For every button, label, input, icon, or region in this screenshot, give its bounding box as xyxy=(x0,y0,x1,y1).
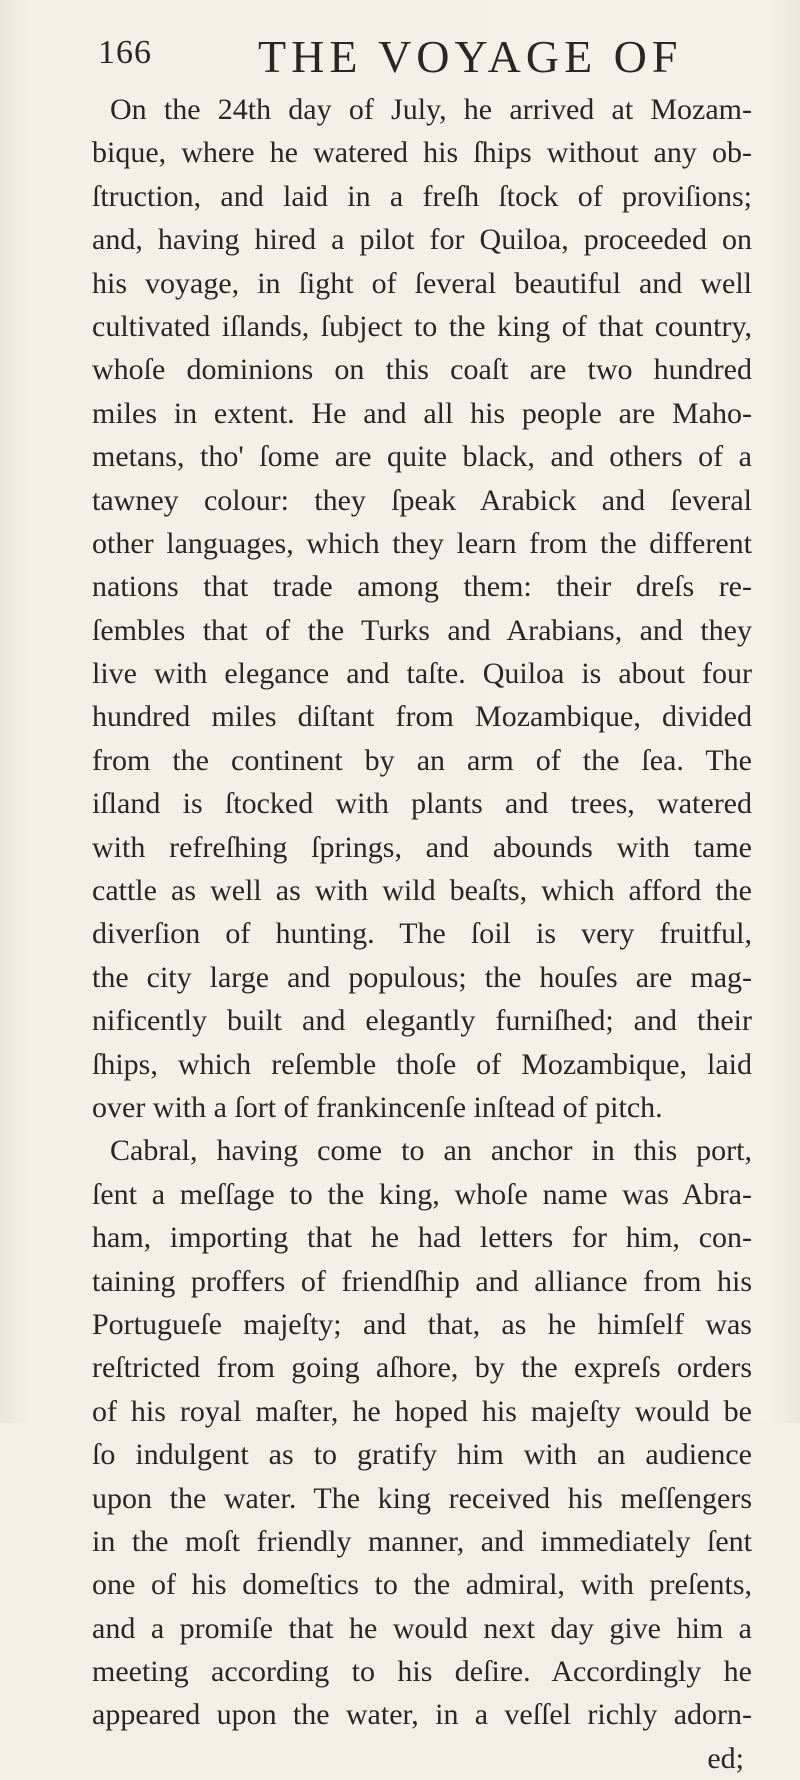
text-line: Cabral, having come to an anchor in this port, xyxy=(110,1134,752,1168)
text-line: other languages, which they learn from the different xyxy=(92,526,752,560)
text-line: from the continent by an arm of the ſea. The xyxy=(92,743,752,777)
text-line: miles in extent. He and all his people are Maho- xyxy=(92,396,752,430)
text-line: appeared upon the water, in a veſſel richly adorn- xyxy=(92,1698,752,1732)
catchword: ed; xyxy=(707,1741,744,1775)
text-line: nations that trade among them: their dreſs re- xyxy=(92,570,752,604)
body-text xyxy=(92,88,752,1780)
text-line: ſtruction, and laid in a freſh ſtock of proviſions; xyxy=(92,179,752,213)
text-line: one of his domeſtics to the admiral, with preſents, xyxy=(92,1568,752,1602)
text-line: tawney colour: they ſpeak Arabick and ſeveral xyxy=(92,483,752,517)
text-line: nificently built and elegantly furniſhed; and their xyxy=(92,1004,752,1038)
text-line: diverſion of hunting. The ſoil is very fruitful, xyxy=(92,917,752,951)
text-line: ſo indulgent as to gratify him with an audience xyxy=(92,1438,752,1472)
text-line: reſtricted from going aſhore, by the expreſs orders xyxy=(92,1351,752,1385)
text-line: ſhips, which reſemble thoſe of Mozambique, laid xyxy=(92,1047,752,1081)
text-line: upon the water. The king received his meſſengers xyxy=(92,1481,752,1515)
running-head: THE VOYAGE OF xyxy=(258,31,683,82)
text-line: cultivated iſlands, ſubject to the king of that country, xyxy=(92,309,752,343)
page-header xyxy=(98,30,738,88)
text-line: ham, importing that he had letters for him, con- xyxy=(92,1221,752,1255)
text-line: hundred miles diſtant from Mozambique, divided xyxy=(92,700,752,734)
text-line: the city large and populous; the houſes are mag- xyxy=(92,960,752,994)
text-line: and a promiſe that he would next day give him a xyxy=(92,1611,752,1645)
text-line: bique, where he watered his ſhips without any ob- xyxy=(92,136,752,170)
text-line: live with elegance and taſte. Quiloa is about four xyxy=(92,657,752,691)
text-line: his voyage, in ſight of ſeveral beautiful and well xyxy=(92,266,752,300)
text-line: with refreſhing ſprings, and abounds with tame xyxy=(92,830,752,864)
text-line: On the 24th day of July, he arrived at Mozam- xyxy=(110,93,752,126)
text-line: over with a ſort of frankincenſe inſtead of pitch. xyxy=(92,1090,663,1124)
text-line: metans, tho' ſome are quite black, and others of a xyxy=(92,440,752,474)
text-line: ſent a meſſage to the king, whoſe name was Abra- xyxy=(92,1177,752,1211)
text-line: meeting according to his deſire. Accordingly he xyxy=(92,1655,752,1689)
text-line: in the moſt friendly manner, and immediately ſent xyxy=(92,1524,752,1558)
page-number: 166 xyxy=(98,34,152,71)
text-line: Portugueſe majeſty; and that, as he himſelf was xyxy=(92,1307,752,1341)
text-line: taining proffers of friendſhip and alliance from his xyxy=(92,1264,752,1298)
text-line: and, having hired a pilot for Quiloa, proceeded on xyxy=(92,223,752,257)
text-line: ſembles that of the Turks and Arabians, and they xyxy=(92,613,752,647)
text-line: cattle as well as with wild beaſts, which afford the xyxy=(92,874,752,908)
text-line: iſland is ſtocked with plants and trees, watered xyxy=(92,787,752,821)
text-line: whoſe dominions on this coaſt are two hundred xyxy=(92,353,752,387)
text-line: of his royal maſter, he hoped his majeſty would be xyxy=(92,1394,752,1428)
